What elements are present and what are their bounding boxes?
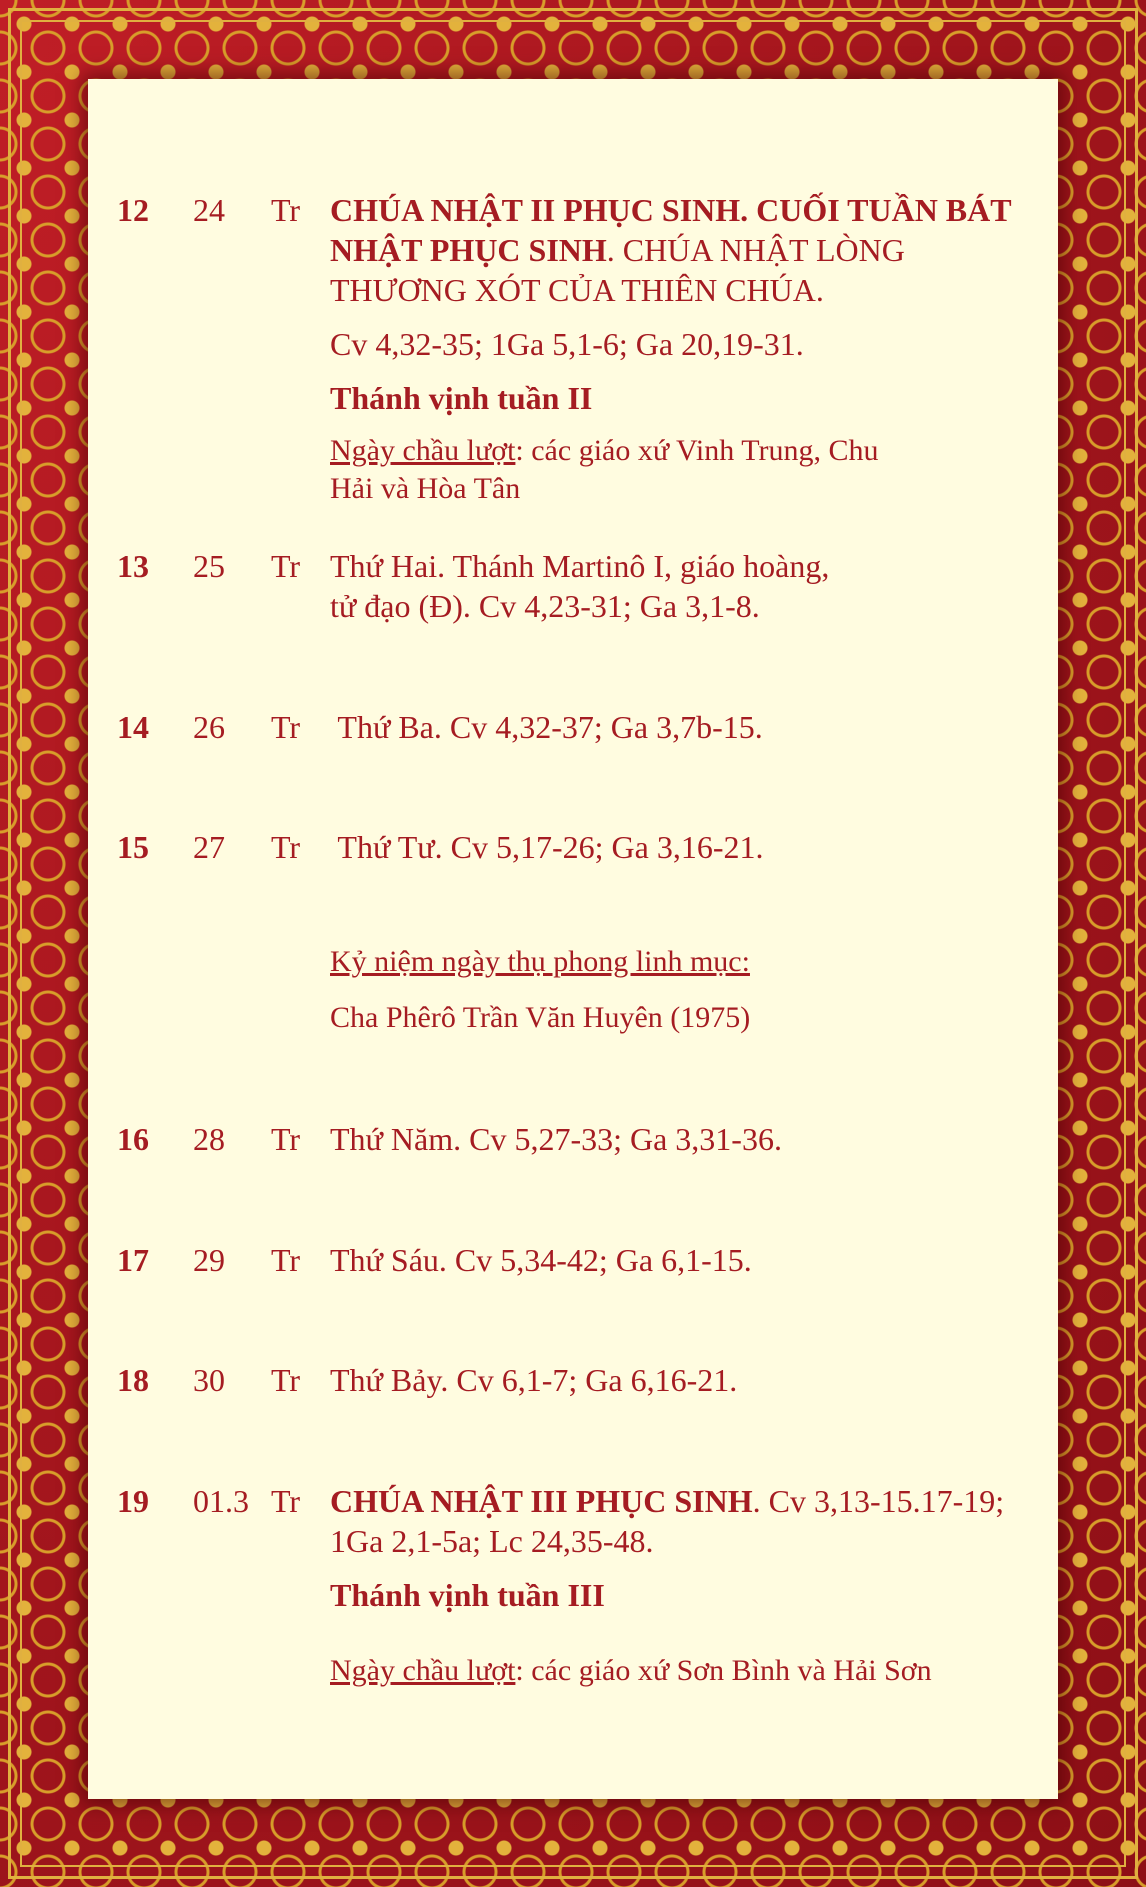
lunar-day: 25 xyxy=(193,548,225,584)
day-number: 19 xyxy=(117,1483,149,1519)
day-number: 15 xyxy=(117,829,149,865)
entry-text: Thứ Sáu. Cv 5,34-42; Ga 6,1-15. xyxy=(330,1242,752,1278)
liturgical-color: Tr xyxy=(271,1242,301,1278)
liturgical-color: Tr xyxy=(271,1121,301,1157)
anniversary-label: Kỷ niệm ngày thụ phong linh mục: xyxy=(330,945,750,978)
lunar-day: 24 xyxy=(193,192,225,228)
lunar-day: 28 xyxy=(193,1121,225,1157)
feast-title xyxy=(330,1481,1045,1561)
day-number: 18 xyxy=(117,1362,149,1398)
entry-text xyxy=(330,827,1045,1038)
liturgical-color: Tr xyxy=(271,709,301,745)
adoration-label: Ngày chầu lượt xyxy=(330,1654,516,1687)
psalter-week: Thánh vịnh tuần III xyxy=(330,1577,605,1613)
anniversary-text: Cha Phêrô Trần Văn Huyên (1975) xyxy=(330,1001,751,1034)
entry-text: Thứ Năm. Cv 5,27-33; Ga 3,31-36. xyxy=(330,1121,782,1157)
adoration-note xyxy=(330,1651,1045,1691)
adoration-note xyxy=(330,432,890,508)
calendar-page xyxy=(88,79,1058,1799)
feast-title-rest: . CHÚA NHẬT LÒNG THƯƠNG XÓT CỦA THIÊN CHÚA. xyxy=(330,232,905,308)
feast-title-rest: . Cv 3,13-15.17-19; 1Ga 2,1-5a; Lc 24,35-48. xyxy=(330,1483,1005,1559)
lunar-day: 27 xyxy=(193,829,225,865)
day-number: 17 xyxy=(117,1242,149,1278)
adoration-text: : các giáo xứ Sơn Bình và Hải Sơn xyxy=(515,1654,932,1687)
entry-text: Thứ Bảy. Cv 6,1-7; Ga 6,16-21. xyxy=(330,1362,738,1398)
liturgical-color: Tr xyxy=(271,192,301,228)
day-number: 12 xyxy=(117,192,149,228)
psalter-week: Thánh vịnh tuần II xyxy=(330,380,593,416)
readings: Cv 4,32-35; 1Ga 5,1-6; Ga 20,19-31. xyxy=(330,326,804,362)
day-number: 14 xyxy=(117,709,149,745)
feast-title xyxy=(330,190,1030,310)
entry-text: Thứ Hai. Thánh Martinô I, giáo hoàng, tử đạo (Đ). Cv 4,23-31; Ga 3,1-8. xyxy=(330,548,830,624)
lunar-day: 29 xyxy=(193,1242,225,1278)
entry-text xyxy=(330,190,1045,508)
liturgical-color: Tr xyxy=(271,1362,301,1398)
lunar-day: 30 xyxy=(193,1362,225,1398)
feast-title-bold: CHÚA NHẬT II PHỤC SINH. CUỐI TUẦN BÁT NHẬT PHỤC SINH xyxy=(330,192,1012,268)
entry-readings: Thứ Tư. Cv 5,17-26; Ga 3,16-21. xyxy=(330,829,764,865)
entry-text xyxy=(330,1481,1045,1691)
liturgical-color: Tr xyxy=(271,1483,301,1519)
day-number: 16 xyxy=(117,1121,149,1157)
lunar-day: 01.3 xyxy=(193,1483,249,1519)
liturgical-color: Tr xyxy=(271,548,301,584)
adoration-text: : các giáo xứ Vinh Trung, Chu Hải và Hòa Tân xyxy=(330,434,879,505)
adoration-label: Ngày chầu lượt xyxy=(330,434,516,467)
feast-title-bold: CHÚA NHẬT III PHỤC SINH xyxy=(330,1483,753,1519)
liturgical-color: Tr xyxy=(271,829,301,865)
day-number: 13 xyxy=(117,548,149,584)
lunar-day: 26 xyxy=(193,709,225,745)
entry-text: Thứ Ba. Cv 4,32-37; Ga 3,7b-15. xyxy=(330,709,763,745)
